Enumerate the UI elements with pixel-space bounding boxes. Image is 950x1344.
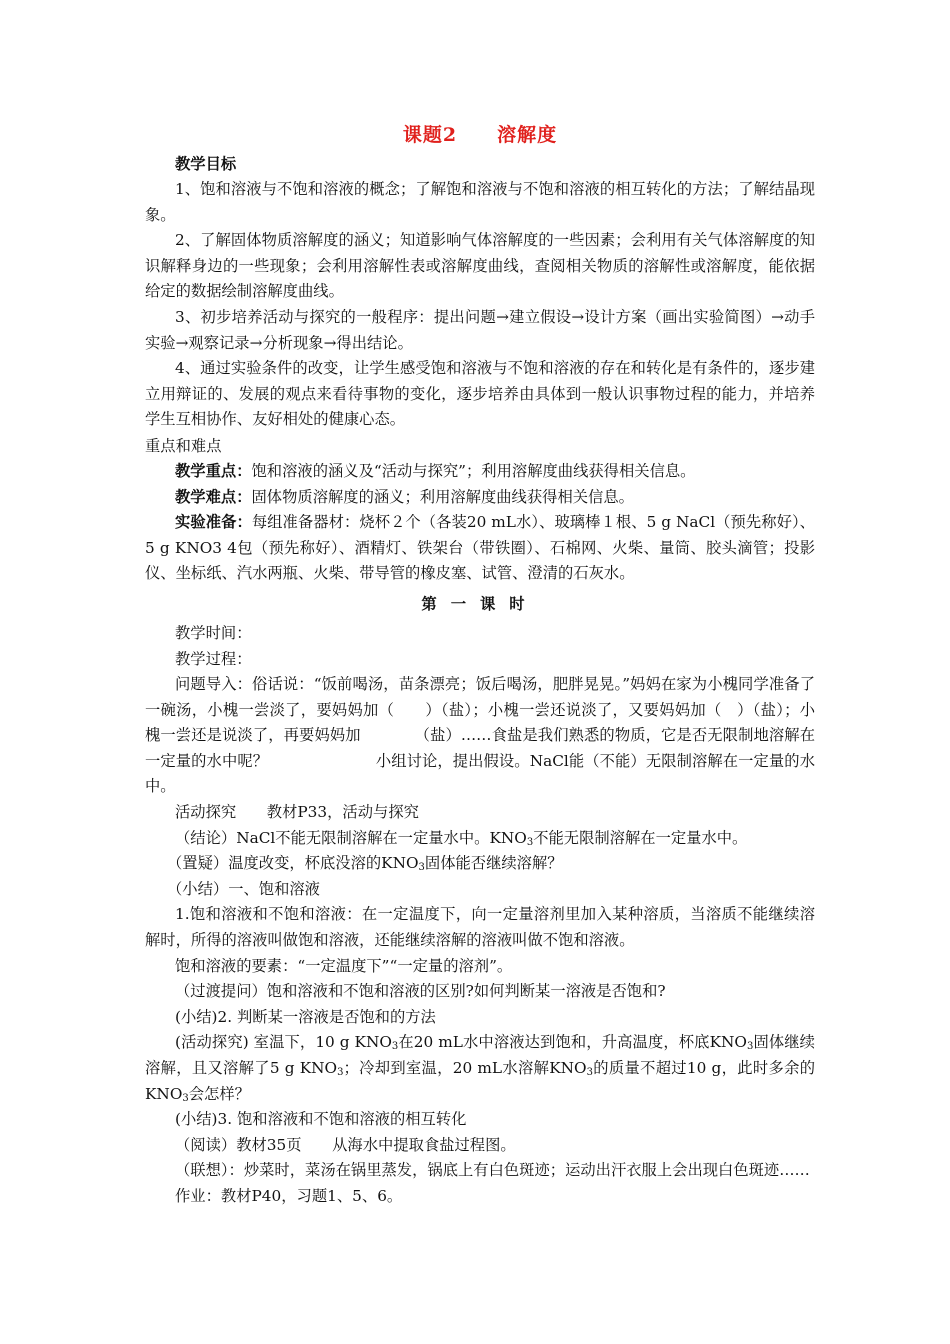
explore-text-6: 会怎样？ (188, 1084, 250, 1103)
subscript: 3 (337, 1067, 344, 1078)
difficulty (145, 485, 815, 511)
document-page (145, 120, 815, 1210)
difficulty-label: 教学难点： (175, 487, 252, 506)
key-heading: 重点和难点 (145, 436, 222, 455)
key-points (145, 459, 815, 485)
subscript: 3 (418, 862, 425, 874)
section-title: 第一课时 (421, 594, 539, 613)
lesson-intro: 问题导入：俗话说：“饭前喝汤，苗条漂亮；饭后喝汤，肥胖晃晃。”妈妈在家为小槐同学准备了一碗汤，小槐一尝淡了，要妈妈加（ ）（盐）；小槐一尝还说淡了，又要妈妈加（ ）（盐）；小槐一尝还是说淡了，再要妈妈加 （盐）……食盐是我们熟悉的物质，它是否无限制地溶解在一定量的水中呢？ 小组讨论，提出假设。NaCl能（不能）无限制溶解在一定量的水中。 (145, 675, 815, 796)
goals-heading: 教学目标 (175, 155, 237, 173)
lesson-time: 教学时间： (175, 623, 252, 642)
explore-text-4: ；冷却到室温，20 mL水溶解KNO (343, 1059, 587, 1077)
conclusion-text-b: 不能无限制溶解在一定量水中。 (533, 828, 748, 847)
subscript: 3 (586, 1067, 593, 1078)
conclusion-text-a: （结论）NaCl不能无限制溶解在一定量水中。KNO (175, 828, 527, 847)
question-text-b: 固体能否继续溶解？ (424, 854, 563, 873)
subscript: 3 (182, 1092, 189, 1104)
goal-item: 2、了解固体物质溶解度的涵义；知道影响气体溶解度的一些因素；会利用有关气体溶解度的知识解释身边的一些现象；会利用溶解性表或溶解度曲线，查阅相关物质的溶解性或溶解度，能依据给定的数据绘制溶解度曲线。 (145, 231, 815, 301)
lesson-activity: 活动探究 教材P33，活动与探究 (175, 803, 419, 822)
lesson-explore (145, 1030, 815, 1107)
lesson-summary-3: (小结)3. 饱和溶液和不饱和溶液的相互转化 (175, 1110, 467, 1129)
lesson-transition: （过渡提问）饱和溶液和不饱和溶液的区别?如何判断某一溶液是否饱和? (175, 982, 666, 1001)
prep-text: 每组准备器材：烧杯２个（各装20 mL水）、玻璃棒１根、5 g NaCl（预先称好）、5 g KNO3 4包（预先称好）、酒精灯、铁架台（带铁圈）、石棉网、火柴、量筒、胶头滴管；投影仪、坐标纸、汽水两瓶、火柴、带导管的橡皮塞、试管、澄清的石灰水。 (145, 513, 815, 583)
lesson-summary-1: （小结）一、饱和溶液 (167, 879, 320, 898)
lesson-process: 教学过程： (175, 649, 252, 668)
lesson-reading: （阅读）教材35页 从海水中提取食盐过程图。 (175, 1135, 516, 1154)
key-points-text: 饱和溶液的涵义及“活动与探究”；利用溶解度曲线获得相关信息。 (251, 461, 696, 480)
subscript: 3 (526, 836, 534, 848)
prep-label: 实验准备： (175, 513, 252, 532)
lesson-conclusion (145, 826, 815, 852)
question-text-a: （置疑）温度改变，杯底没溶的KNO (167, 854, 419, 873)
goal-item: 3、初步培养活动与探究的一般程序：提出问题→建立假设→设计方案（画出实验简图）→动手实验→观察记录→分析现象→得出结论。 (145, 307, 815, 352)
lesson-elements: 饱和溶液的要素：“一定温度下”“一定量的溶剂”。 (175, 956, 513, 975)
goal-item: 4、通过实验条件的改变，让学生感受饱和溶液与不饱和溶液的存在和转化是有条件的，逐步建立用辩证的、发展的观点来看待事物的变化，逐步培养由具体到一般认识事物过程的能力，并培养学生互相协作、友好相处的健康心态。 (145, 359, 815, 429)
explore-text-1: (活动探究) 室温下，10 g KNO (175, 1033, 392, 1052)
lesson-question (145, 851, 815, 877)
difficulty-text: 固体物质溶解度的涵义；利用溶解度曲线获得相关信息。 (251, 487, 634, 506)
lesson-association: （联想）：炒菜时，菜汤在锅里蒸发，锅底上有白色斑迹；运动出汗衣服上会出现白色斑迹…… (175, 1161, 810, 1180)
lesson-definition: 1.饱和溶液和不饱和溶液：在一定温度下，向一定量溶剂里加入某种溶质，当溶质不能继续溶解时，所得的溶液叫做饱和溶液，还能继续溶解的溶液叫做不饱和溶液。 (145, 905, 815, 950)
key-points-label: 教学重点： (175, 461, 252, 480)
subscript: 3 (391, 1041, 399, 1053)
lesson-summary-2: (小结)2. 判断某一溶液是否饱和的方法 (175, 1007, 436, 1026)
explore-text-3: 固体继续溶解，且又溶解了5 g KNO (145, 1033, 815, 1077)
explore-text-2: 在20 mL水中溶液达到饱和，升高温度，杯底KNO (398, 1033, 747, 1052)
subscript: 3 (746, 1041, 754, 1053)
explore-text-5: 的质量不超过10 g，此时多余的KNO (145, 1059, 815, 1103)
page-title: 课题2 溶解度 (402, 124, 558, 146)
experiment-prep (145, 510, 815, 587)
goal-item: 1、饱和溶液与不饱和溶液的概念；了解饱和溶液与不饱和溶液的相互转化的方法；了解结晶现象。 (145, 180, 815, 224)
lesson-homework: 作业：教材P40，习题1、5、6。 (175, 1186, 403, 1205)
